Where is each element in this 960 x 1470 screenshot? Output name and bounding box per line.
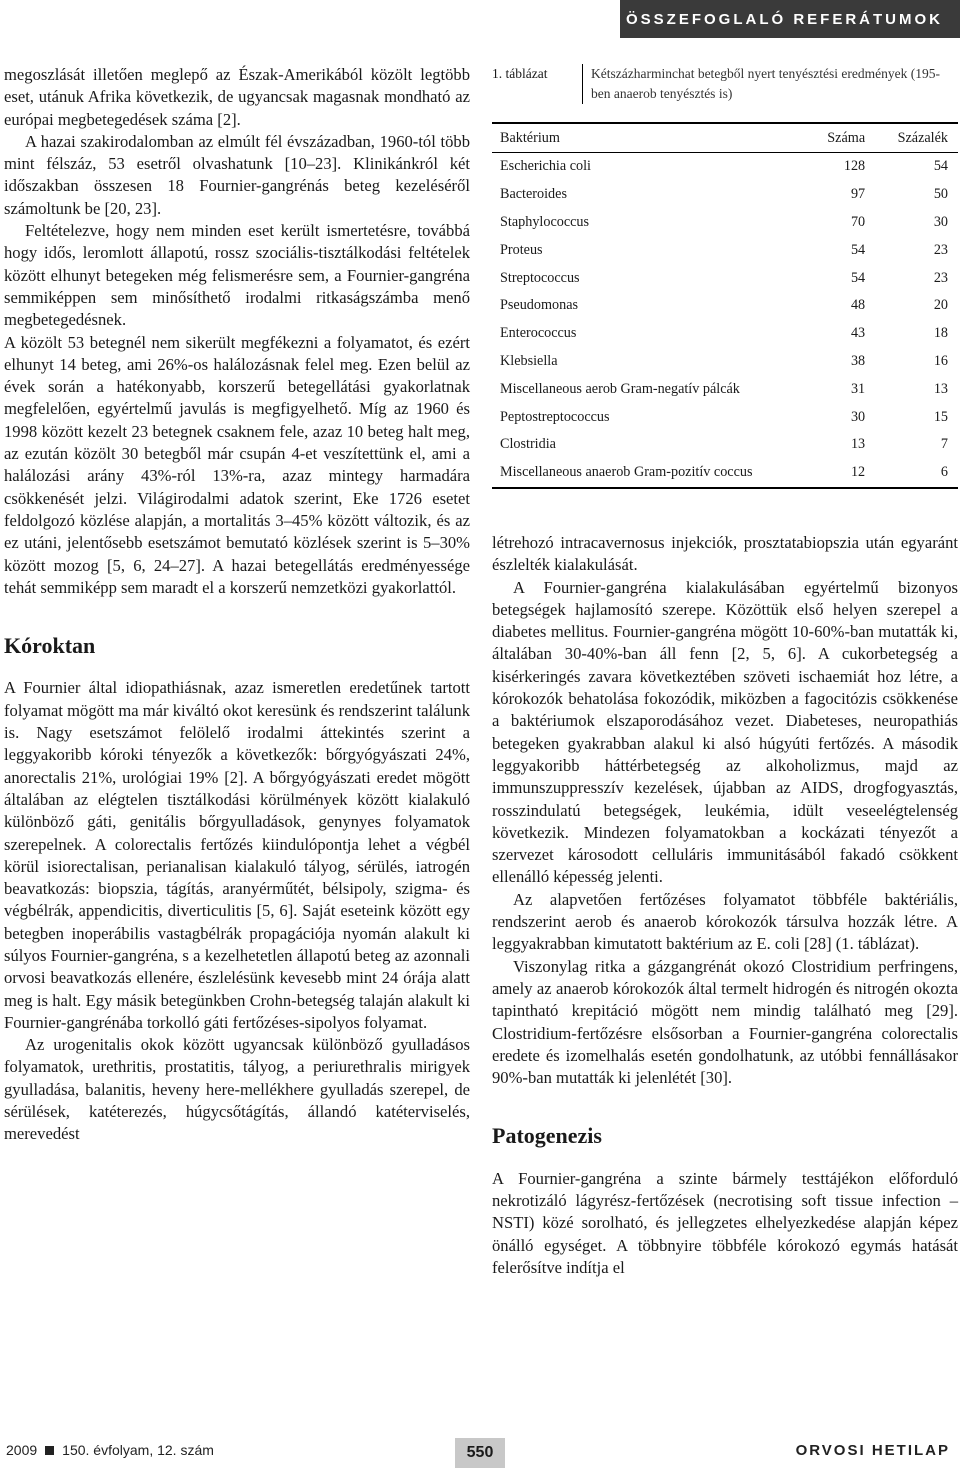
cell-bacterium: Pseudomonas bbox=[500, 297, 579, 314]
header-bacterium: Baktérium bbox=[492, 123, 808, 153]
cell-percent: 6 bbox=[875, 459, 958, 488]
table-row bbox=[492, 348, 958, 376]
cell-count: 48 bbox=[850, 297, 866, 314]
cell-percent: 18 bbox=[933, 325, 948, 342]
paragraph: A Fournier által idiopathiásnak, azaz ismeretlen eredetűnek tartott folyamat mögött ma már kiváltó okot keresünk és rendszerint találunk is. Nagy esetszámot felölelő irodalmi áttekintés szerint a leggyakoribb kóroki tényezők a következők: bőrgyógyászati 24%, anorectalis 21%, urológiai 19% [2]. A bőrgyógyászati eredet mögött általában az elégtelen tisztálkodási körülmények között kialakuló különböző gáti, genitális bőrgyulladások, genynyes folyamatok szerepelnek. A colorectalis fertőzés kiindulópontja lehet a végbél körül isiorectalisan, perianalisan kialakuló tályog, sérülés, iatrogén beavatkozás: biopszia, tágítás, aranyérműtét, bélsipoly, szigma- és végbélrák, appendicitis, diverticulitis [5, 6]. Saját eseteink között egy betegben inoperábilis vastagbélrák propagációja nyomán alakult ki súlyos Fournier-gangréna, s a kezelhetetlen állapotú beteg az azonnali orvosi beavatkozás ellenére, észlelésünk kevesebb mint 24 órája alatt meg is halt. Egy másik betegünkben Crohn-betegség talaján alakult ki Fournier-gangrénába torkolló gáti fertőzéses-sipolyos folyamat. bbox=[4, 678, 470, 1032]
table-row bbox=[492, 431, 958, 459]
issue-info bbox=[6, 1442, 214, 1458]
cell-bacterium: Staphylococcus bbox=[500, 213, 590, 230]
cell-percent: 30 bbox=[933, 213, 948, 230]
page-number: 550 bbox=[455, 1438, 505, 1468]
cell-bacterium: Escherichia coli bbox=[500, 158, 591, 175]
paragraph: A közölt 53 betegnél nem sikerült megfékezni a folyamatot, és ezért elhunyt 14 beteg, ami 26%-os halálozásnak felel meg. Ezen belül az évek során a hatékonyabb, korszerű betegellátási gyakorlatnak megfelelően, egyértelmű javulás is megfigyelhető. Míg az 1960 és 1998 között kezelt 23 betegnek csaknem fele, azaz 10 beteg halt meg, az ezután közölt 30 betegből már csupán 4-et veszítettünk el, ami a halálozási arány 43%-ról 13%-ra, azaz mintegy harmadára csökkenését jelzi. Világirodalmi adatok szerint, Eke 1726 esetet feldolgozó közlése alapján, a mortalitás 3–45% között változik, és az ez utáni, jelentősebb esetszámot bemutató közlések szerint is 5–30% között mozog [5, 6, 24–27]. A hazai betegellátás eredményessége tehát semmiképp sem maradt el a korszerű nemzetközi gyakorlattól. bbox=[4, 332, 470, 597]
paragraph: létrehozó intracavernosus injekciók, prosztatabiopszia után egyaránt észlelték kialakulását. bbox=[492, 533, 958, 575]
table-row bbox=[492, 153, 958, 181]
cell-percent: 20 bbox=[933, 297, 948, 314]
square-bullet-icon bbox=[45, 1446, 54, 1455]
cell-count: 30 bbox=[850, 408, 866, 425]
cell-bacterium: Bacteroides bbox=[500, 186, 567, 203]
cell-bacterium: Peptostreptococcus bbox=[500, 408, 610, 425]
right-column bbox=[492, 532, 958, 1279]
issue-year: 2009 bbox=[6, 1442, 38, 1458]
cell-bacterium: Klebsiella bbox=[500, 352, 558, 369]
culture-results-table bbox=[492, 122, 958, 489]
table-row bbox=[492, 264, 958, 292]
table-row bbox=[492, 403, 958, 431]
section-title: ÖSSZEFOGLALÓ REFERÁTUMOK bbox=[620, 0, 960, 38]
cell-count: 31 bbox=[850, 380, 866, 397]
paragraph: A hazai szakirodalomban az elmúlt fél évszázadban, 1960-tól több mint félszáz, 53 esetről olvashatunk [10–23]. Klinikánkról két időszakban összesen 18 Fournier-gangrénás beteg kezeléséről számoltunk be [20, 23]. bbox=[4, 131, 470, 218]
cell-count: 97 bbox=[850, 186, 866, 203]
table-row bbox=[492, 320, 958, 348]
paragraph: A Fournier-gangréna kialakulásában egyértelmű bizonyos betegségek hajlamosító szerepe. Közöttük első helyen szerepel a diabetes mellitus. Fournier-gangréna mögött 10-60%-ban mutatták ki, általában 30-40%-ban áll fenn [2, 5, 6]. A cukorbetegség a kisérkeringés zavara következtében szöveti ischaemiát hoz létre, a kórokozók behatolása fokozódik, miközben a fagocitózis csökkenése a baktériumok elszaporodásához vezet. Diabeteses, neuropathiás betegeken gyakrabban alakul ki alsó húgyúti fertőzés. A második leggyakoribb háttérbetegség az alkoholizmus, majd az immunszuppresszív kezelések, újabban az AIDS, drogfogyasztás, rosszindulatú betegségek, leukémia, idült veseelégtelenség következik. Mindezen folyamatokban a kockázati tényezőt a szervezet károsodott celluláris immunitásából fakadó csökkent ellenálló képesség jelenti. bbox=[492, 577, 958, 887]
table-caption-text: Kétszázharminchat betegből nyert tenyésztési eredmények (195-ben anaerob tenyésztés is) bbox=[591, 66, 940, 101]
cell-count: 12 bbox=[808, 459, 876, 488]
paragraph: Feltételezve, hogy nem minden eset került ismertetésre, továbbá hogy idős, leromlott állapotú, rossz szociális-tisztálkodási feltételek között elhunyt betegeken még felismerésre sem, a Fournier-gangréna semmiképpen sem minősíthető irodalmi ritkaságszámba menő megbetegedésnek. bbox=[4, 221, 470, 330]
section-heading-koroktan: Kóroktan bbox=[4, 633, 96, 659]
paragraph: Viszonylag ritka a gázgangrénát okozó Clostridium perfringens, amely az anaerob kórokozók által termelt hidrogén és nitrogén okozta tapintható krepitáció mögött nem mindig található meg [29]. Clostridium-fertőzésre elsősorban a Fournier-gangréna colorectalis eredete és izomelhalás esetén gondolhatunk, az utóbbi fennállásakor 90%-ban mutatták ki jelenlétét [30]. bbox=[492, 956, 958, 1088]
table-row bbox=[492, 375, 958, 403]
table-header-row bbox=[492, 123, 958, 153]
cell-percent: 50 bbox=[933, 186, 948, 203]
cell-percent: 13 bbox=[933, 380, 948, 397]
cell-bacterium: Miscellaneous anaerob Gram-pozitív coccus bbox=[492, 459, 808, 488]
running-header bbox=[0, 0, 960, 38]
left-column bbox=[4, 64, 470, 1146]
issue-volume: 150. évfolyam, 12. szám bbox=[62, 1442, 214, 1458]
cell-bacterium: Miscellaneous aerob Gram-negatív pálcák bbox=[500, 380, 740, 397]
cell-percent: 23 bbox=[933, 241, 948, 258]
table-1 bbox=[492, 64, 958, 489]
cell-percent: 7 bbox=[940, 436, 948, 453]
cell-count: 70 bbox=[850, 213, 866, 230]
paragraph: Az alapvetően fertőzéses folyamatot többféle baktériális, rendszerint aerob és anaerob kórokozók társulva hozzák létre. A leggyakrabban kimutatott baktérium az E. coli [28] (1. táblázat). bbox=[492, 889, 958, 954]
table-label: 1. táblázat bbox=[492, 66, 548, 81]
cell-count: 54 bbox=[850, 269, 866, 286]
table-row bbox=[492, 236, 958, 264]
page-footer bbox=[0, 1436, 960, 1470]
table-caption bbox=[492, 64, 958, 104]
journal-name: ORVOSI HETILAP bbox=[795, 1442, 950, 1459]
cell-percent: 23 bbox=[933, 269, 948, 286]
cell-bacterium: Streptococcus bbox=[500, 269, 580, 286]
cell-bacterium: Enterococcus bbox=[500, 325, 577, 342]
paragraph: A Fournier-gangréna a szinte bármely testtájékon előforduló nekrotizáló lágyrész-fertőzések (necrotising soft tissue infection – NSTI) közé sorolható, és jellegzetes elhelyezkedése alapján képez önálló egységet. A többnyire többféle kórokozó egymás hatását felerősítve indítja el bbox=[492, 1168, 958, 1277]
table-row bbox=[492, 181, 958, 209]
cell-count: 128 bbox=[843, 158, 866, 175]
paragraph: Az urogenitalis okok között ugyancsak különböző gyulladásos folyamatok, urethritis, prostatitis, tályog, a periurethralis mirigyek gyulladása, balanitis, heveny here-mellékhere gyulladás szerepel, de sérülések, katéterezés, húgycsőtágítás, állandó katéterviselés, merevedést bbox=[4, 1035, 470, 1144]
cell-count: 54 bbox=[850, 241, 866, 258]
table-row bbox=[492, 459, 958, 488]
cell-bacterium: Clostridia bbox=[500, 436, 556, 453]
cell-percent: 54 bbox=[933, 158, 948, 175]
section-heading-patogenezis: Patogenezis bbox=[492, 1123, 602, 1149]
paragraph: megoszlását illetően meglepő az Észak-Amerikából közölt legtöbb eset, utánuk Afrika következik, de ugyancsak magasnak mondható az európai megbetegedések száma [2]. bbox=[4, 65, 470, 129]
table-row bbox=[492, 292, 958, 320]
cell-count: 43 bbox=[850, 325, 866, 342]
cell-count: 38 bbox=[850, 352, 866, 369]
cell-percent: 16 bbox=[933, 352, 948, 369]
table-row bbox=[492, 209, 958, 237]
cell-bacterium: Proteus bbox=[500, 241, 543, 258]
header-percent: Százalék bbox=[875, 123, 958, 153]
header-count: Száma bbox=[808, 123, 876, 153]
cell-percent: 15 bbox=[933, 408, 948, 425]
cell-count: 13 bbox=[850, 436, 866, 453]
caption-divider bbox=[582, 64, 583, 104]
